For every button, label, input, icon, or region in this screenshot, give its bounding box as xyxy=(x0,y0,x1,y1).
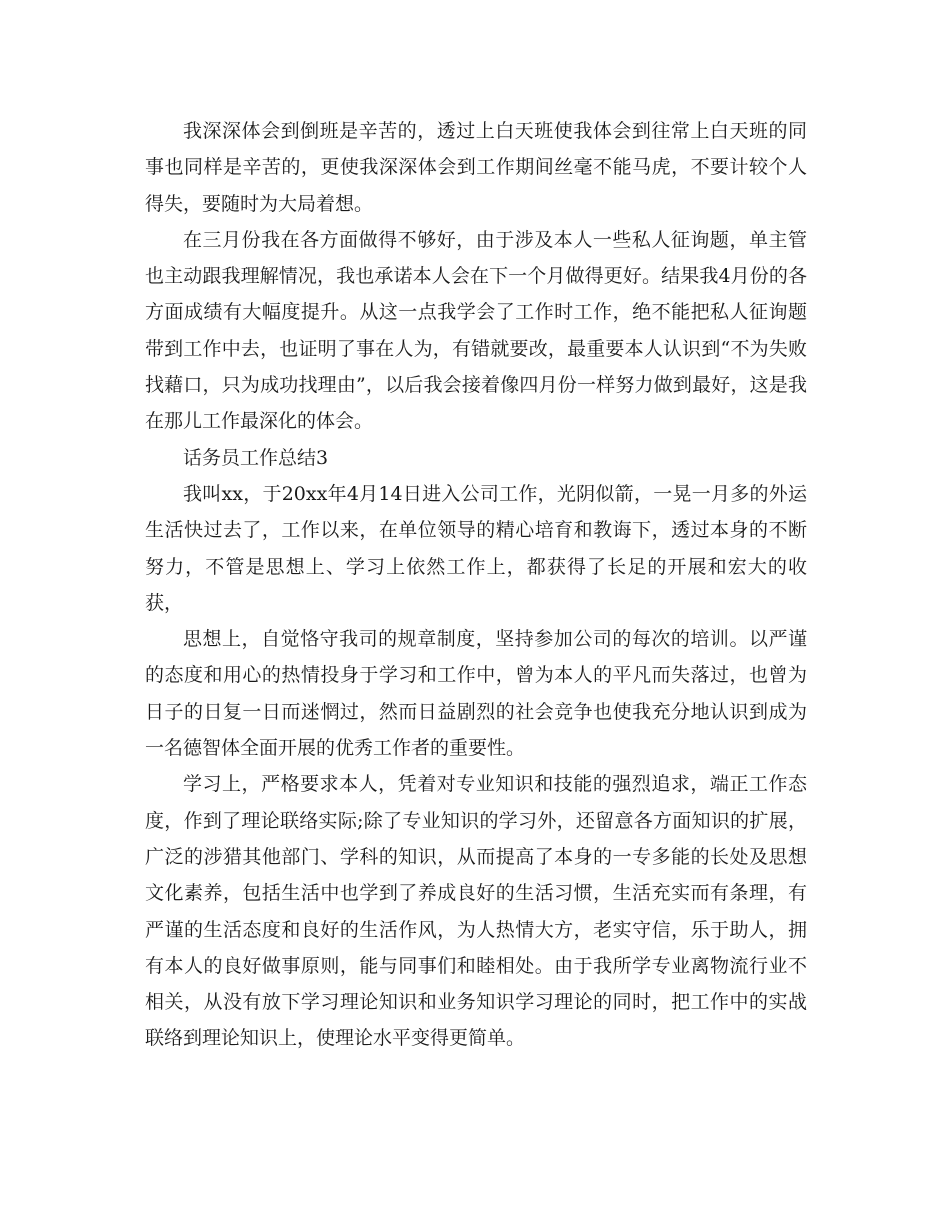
paragraph-study: 学习上，严格要求本人，凭着对专业知识和技能的强烈追求，端正工作态度，作到了理论联络实际;除了专业知识的学习外，还留意各方面知识的扩展，广泛的涉猎其他部门、学科的知识，从而提高了本身的一专多能的长处及思想文化素养，包括生活中也学到了养成良好的生活习惯，生活充实而有条理，有严谨的生活态度和良好的生活作风，为人热情大方，老实守信，乐于助人，拥有本人的良好做事原则，能与同事们和睦相处。由于我所学专业离物流行业不相关，从没有放下学习理论知识和业务知识学习理论的同时，把工作中的实战联络到理论知识上，使理论水平变得更简单。 xyxy=(145,773,807,1050)
document-body xyxy=(145,113,807,1057)
paragraph-march-performance: 在三月份我在各方面做得不够好，由于涉及本人一些私人征询题，单主管也主动跟我理解情况，我也承诺本人会在下一个月做得更好。结果我4月份的各方面成绩有大幅度提升。从这一点我学会了工作时工作，绝不能把私人征询题带到工作中去，也证明了事在人为，有错就要改，最重要本人认识到“不为失败找藉口，只为成功找理由”，以后我会接着像四月份一样努力做到最好，这是我在那儿工作最深化的体会。 xyxy=(145,228,807,433)
paragraph-shift-work-reflection: 我深深体会到倒班是辛苦的，透过上白天班使我体会到往常上白天班的同事也同样是辛苦的，更使我深深体会到工作期间丝毫不能马虎，不要计较个人得失，要随时为大局着想。 xyxy=(145,120,807,215)
paragraph-introduction: 我叫xx，于20xx年4月14日进入公司工作，光阴似箭，一晃一月多的外运生活快过去了，工作以来，在单位领导的精心培育和教诲下，透过本身的不断努力，不管是思想上、学习上依然工作上，都获得了长足的开展和宏大的收获， xyxy=(145,482,807,614)
section-heading: 话务员工作总结3 xyxy=(183,446,329,469)
paragraph-thought: 思想上，自觉恪守我司的规章制度，坚持参加公司的每次的培训。以严谨的态度和用心的热情投身于学习和工作中，曾为本人的平凡而失落过，也曾为日子的日复一日而迷惘过，然而日益剧烈的社会竞争也使我充分地认识到成为一名德智体全面开展的优秀工作者的重要性。 xyxy=(145,628,807,760)
